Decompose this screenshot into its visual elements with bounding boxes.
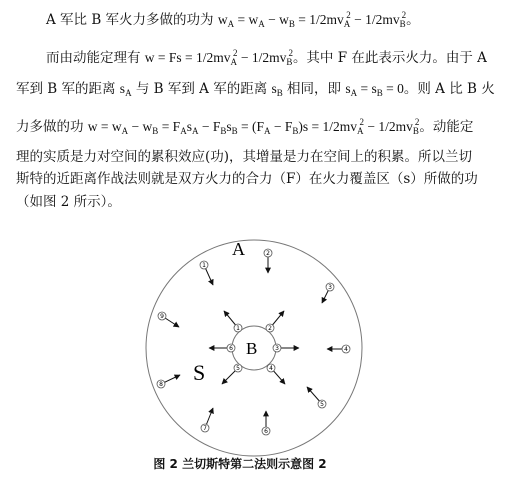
paragraph-2-line-2 — [16, 81, 496, 101]
svg-text:6: 6 — [229, 345, 233, 353]
p2-l2-a: 军到 B 军的距离 — [16, 81, 120, 97]
svg-text:2: 2 — [266, 250, 270, 258]
inner-marker-4 — [267, 364, 285, 384]
label-b: B — [246, 339, 258, 358]
p2-l3-start: 力多做的功 — [16, 119, 88, 135]
outer-marker-1 — [200, 261, 213, 285]
p2-l2-c: 相同，即 — [282, 81, 346, 97]
p1-formula: $w_A = w_A - w_B = 1/2mv_A^2 - 1/2mv_B^2$ — [217, 10, 407, 29]
p2-l3-end: 。动能定 — [419, 119, 474, 135]
svg-text:1: 1 — [202, 262, 206, 270]
figure-caption: 图 2 兰切斯特第二法则示意图 2 — [153, 457, 327, 471]
svg-text:5: 5 — [236, 365, 240, 373]
svg-text:9: 9 — [160, 313, 164, 321]
p2-l1-formula: $w = Fs = 1/2mv_A^2 - 1/2mv_B^2$ — [144, 48, 293, 67]
svg-text:4: 4 — [344, 346, 348, 354]
inner-marker-5 — [222, 364, 242, 384]
p1-end: 。 — [406, 12, 420, 28]
p2-l1-start: 而由动能定理有 — [46, 50, 145, 66]
sa-eq-sb-formula: $s_A = s_B = 0$ — [345, 81, 404, 98]
outer-marker-6 — [262, 411, 270, 435]
p2-l1-end: 。其中 F 在此表示火力。由于 A — [292, 50, 487, 66]
paragraph-2-line-4: 理的实质是力对空间的累积效应(功)，其增量是力在空间上的积累。所以兰切 — [16, 149, 473, 165]
outer-marker-8 — [157, 375, 180, 388]
outer-marker-4 — [327, 345, 350, 353]
outer-marker-9 — [158, 312, 179, 327]
lanchester-diagram — [0, 232, 480, 454]
svg-text:4: 4 — [269, 365, 273, 373]
svg-text:7: 7 — [203, 425, 207, 433]
outer-marker-5 — [307, 387, 326, 408]
inner-marker-6 — [209, 344, 235, 352]
svg-text:3: 3 — [328, 284, 332, 292]
label-s: S — [193, 360, 206, 385]
inner-marker-3 — [273, 344, 299, 352]
svg-text:5: 5 — [320, 401, 324, 409]
inner-marker-1 — [224, 311, 242, 332]
s-a-symbol: $s_A$ — [119, 81, 132, 98]
paragraph-2-line-5: 斯特的近距离作战法则就是双方火力的合力（F）在火力覆盖区（s）所做的功 — [16, 171, 478, 187]
outer-marker-2 — [264, 249, 272, 273]
label-a: A — [232, 239, 245, 259]
p2-l2-d: 。则 A 比 B 火 — [403, 81, 495, 97]
p2-l3-formula: $w = w_A - w_B = F_As_A - F_Bs_B = (F_A - F_B)s = 1/2mv_A^2 - 1/2mv_B^2$ — [87, 117, 420, 136]
paragraph-2-line-3 — [16, 115, 496, 139]
outer-marker-3 — [322, 283, 334, 303]
svg-text:3: 3 — [275, 345, 279, 353]
svg-text:6: 6 — [264, 428, 268, 436]
svg-text:2: 2 — [268, 325, 272, 333]
inner-marker-2 — [266, 311, 284, 332]
s-b-symbol: $s_B$ — [271, 81, 283, 98]
p2-l2-b: 与 B 军到 A 军的距离 — [131, 81, 272, 97]
paragraph-2-line-1 — [46, 46, 526, 70]
p1-text: A 军比 B 军火力多做的功为 — [46, 12, 218, 28]
paragraph-1-line — [46, 8, 526, 32]
svg-text:8: 8 — [159, 381, 163, 389]
outer-marker-7 — [201, 408, 213, 432]
paragraph-2-line-6: （如图 2 所示）。 — [16, 194, 121, 210]
svg-text:1: 1 — [236, 325, 240, 333]
